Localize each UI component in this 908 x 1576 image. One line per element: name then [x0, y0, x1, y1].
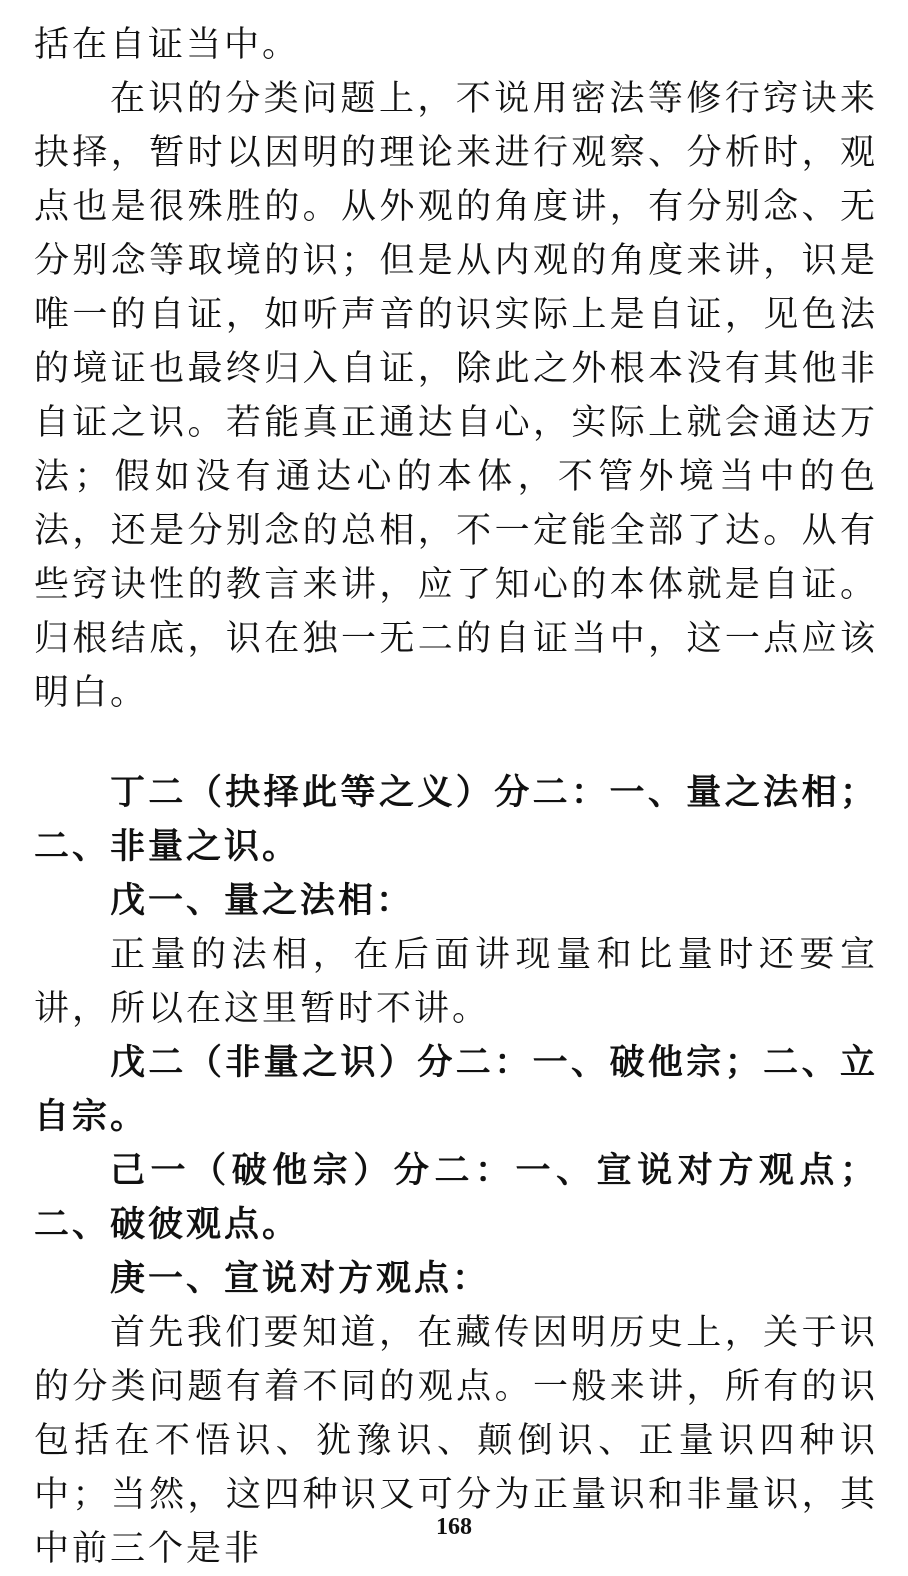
section-gap [34, 720, 878, 766]
heading-ji-1: 己一（破他宗）分二：一、宣说对方观点；二、破彼观点。 [34, 1150, 878, 1245]
heading-geng-1: 庚一、宣说对方观点： [110, 1258, 491, 1299]
paragraph-classification: 在识的分类问题上，不说用密法等修行窍诀来抉择，暂时以因明的理论来进行观察、分析时，观点也是很殊胜的。从外观的角度讲，有分别念、无分别念等取境的识；但是从内观的角度来讲，识是唯一的自证，如听声音的识实际上是自证，见色法的境证也最终归入自证，除此之外根本没有其他非自证之识。若能真正通达自心，实际上就会通达万法；假如没有通达心的本体，不管外境当中的色法，还是分别念的总相，不一定能全部了达。从有些窍诀性的教言来讲，应了知心的本体就是自证。归根结底，识在独一无二的自证当中，这一点应该明白。 [34, 79, 878, 713]
paragraph-valid-cognition: 正量的法相，在后面讲现量和比量时还要宣讲，所以在这里暂时不讲。 [34, 935, 878, 1029]
heading-wu-1: 戊一、量之法相： [110, 880, 415, 921]
heading-wu-2: 戊二（非量之识）分二：一、破他宗；二、立自宗。 [34, 1042, 878, 1137]
heading-ding-2: 丁二（抉择此等之义）分二：一、量之法相；二、非量之识。 [34, 772, 878, 867]
paragraph-opponent-view: 首先我们要知道，在藏传因明历史上，关于识的分类问题有着不同的观点。一般来讲，所有的识包括在不悟识、犹豫识、颠倒识、正量识四种识中；当然，这四种识又可分为正量识和非量识，其中前三个是非 [34, 1313, 878, 1569]
paragraph-continued: 括在自证当中。 [34, 25, 301, 65]
page-number: 168 [436, 1514, 472, 1540]
page-body [34, 18, 878, 1576]
